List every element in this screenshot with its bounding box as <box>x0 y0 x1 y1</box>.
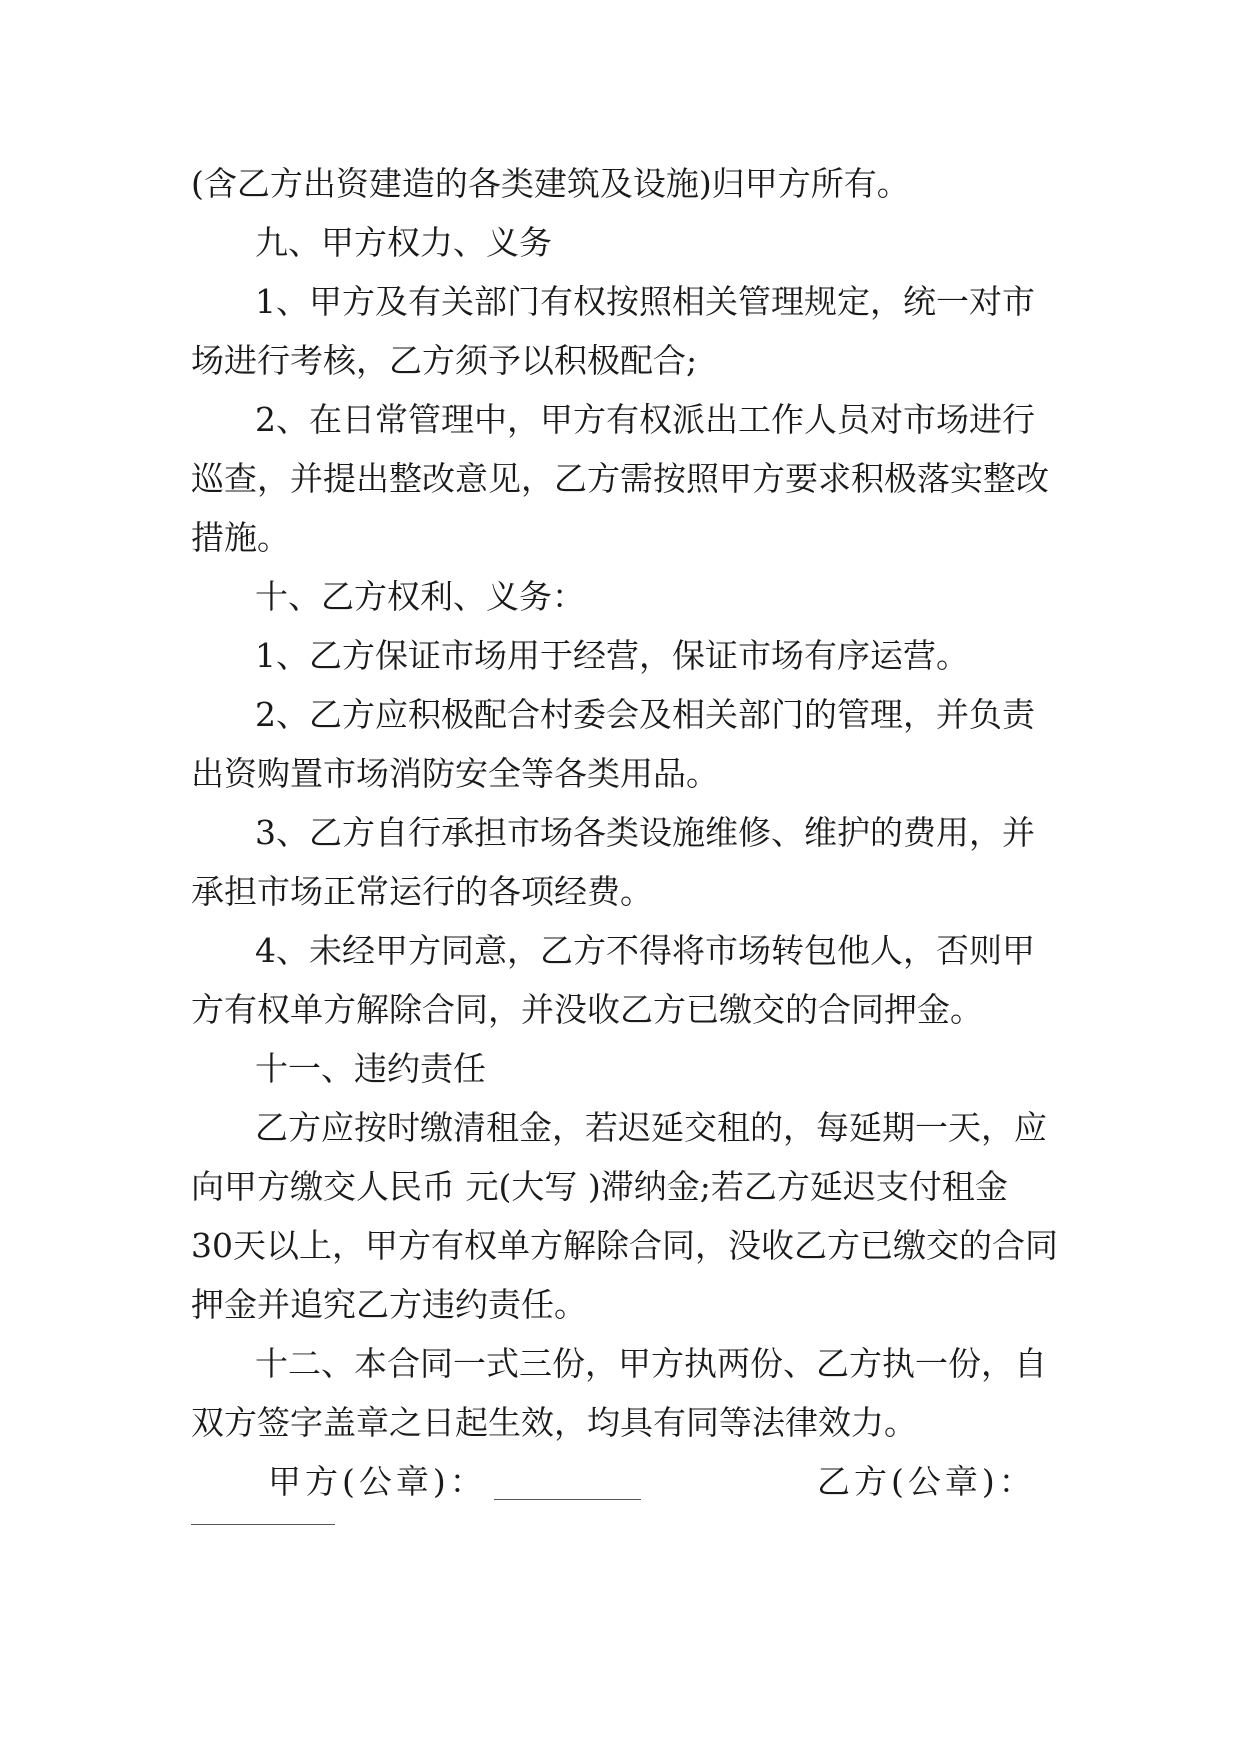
text-line: 出资购置市场消防安全等各类用品。 <box>191 754 719 793</box>
text-line: 4、未经甲方同意，乙方不得将市场转包他人，否则甲 <box>255 931 1035 970</box>
text-line: 方有权单方解除合同，并没收乙方已缴交的合同押金。 <box>191 990 983 1029</box>
text-line: 30天以上，甲方有权单方解除合同，没收乙方已缴交的合同 <box>191 1226 1058 1265</box>
text-line: 2、在日常管理中，甲方有权派出工作人员对市场进行 <box>255 400 1035 439</box>
text-line: 3、乙方自行承担市场各类设施维修、维护的费用，并 <box>255 813 1035 852</box>
party-b-seal-label: 乙方(公章)： <box>817 1462 1036 1501</box>
text-line: 承担市场正常运行的各项经费。 <box>191 872 653 911</box>
text-line: (含乙方出资建造的各类建筑及设施)归甲方所有。 <box>191 164 910 203</box>
text-line: 1、乙方保证市场用于经营，保证市场有序运营。 <box>255 636 969 675</box>
text-line: 1、甲方及有关部门有权按照相关管理规定，统一对市 <box>255 282 1035 321</box>
text-line: 十二、本合同一式三份，甲方执两份、乙方执一份，自 <box>255 1344 1047 1383</box>
party-a-seal-label: 甲方(公章)： <box>268 1462 487 1501</box>
party-b-signature-blank <box>191 1524 335 1525</box>
text-line: 向甲方缴交人民币 元(大写 )滞纳金;若乙方延迟支付租金 <box>191 1167 1008 1206</box>
text-line: 双方签字盖章之日起生效，均具有同等法律效力。 <box>191 1403 917 1442</box>
section-heading: 十、乙方权利、义务： <box>255 577 585 616</box>
section-heading: 九、甲方权力、义务 <box>255 223 552 262</box>
text-line: 押金并追究乙方违约责任。 <box>191 1285 587 1324</box>
party-a-signature-blank <box>494 1499 641 1500</box>
text-line: 场进行考核，乙方须予以积极配合; <box>191 341 698 380</box>
text-line: 2、乙方应积极配合村委会及相关部门的管理，并负责 <box>255 695 1035 734</box>
section-heading: 十一、违约责任 <box>255 1049 486 1088</box>
text-line: 巡查，并提出整改意见，乙方需按照甲方要求积极落实整改 <box>191 459 1049 498</box>
text-line: 措施。 <box>191 518 290 557</box>
text-line: 乙方应按时缴清租金，若迟延交租的，每延期一天，应 <box>255 1108 1047 1147</box>
